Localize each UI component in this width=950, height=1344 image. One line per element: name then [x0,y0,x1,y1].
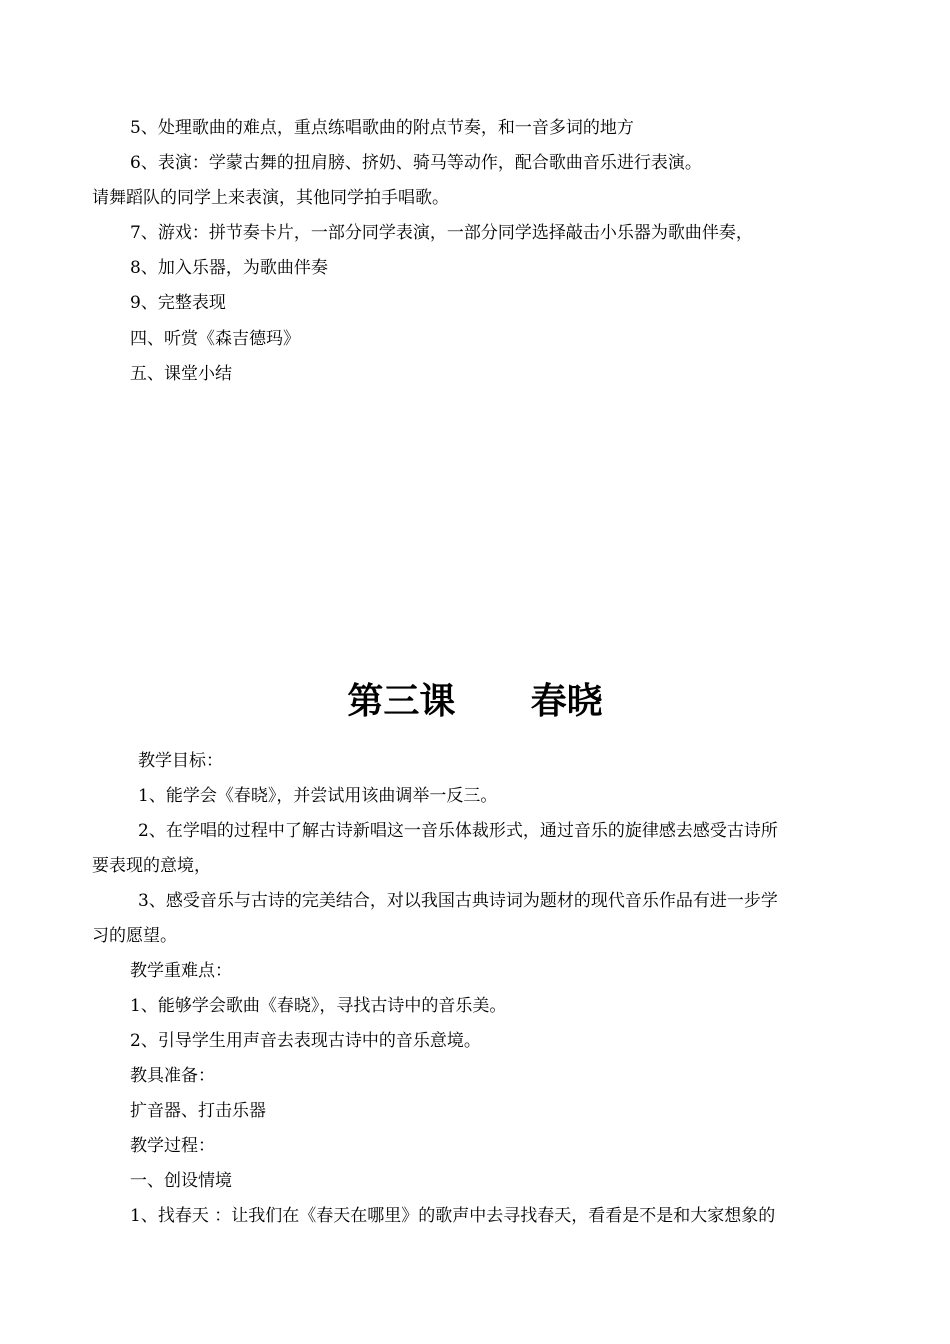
tools-heading: 教具准备： [130,1066,215,1086]
goal-2-line-2: 要表现的意境， [92,856,211,876]
key-point-1: 1、能够学会歌曲《春晓》，寻找古诗中的音乐美。 [130,996,507,1016]
step-1-item-1: 1、找春天 ：让我们在《春天在哪里》的歌声中去寻找春天，看看是不是和大家想象的 [130,1206,776,1226]
section-five-heading: 五、课堂小结 [130,364,232,384]
tools-list: 扩音器、打击乐器 [130,1101,266,1121]
process-item-6: 6、表演：学蒙古舞的扭肩膀、挤奶、骑马等动作，配合歌曲音乐进行表演。 [130,153,702,173]
key-points-heading: 教学重难点： [130,961,232,981]
goal-3-line-1: 3、感受音乐与古诗的完美结合，对以我国古典诗词为题材的现代音乐作品有进一步学 [138,891,778,911]
step-1-heading: 一、创设情境 [130,1171,232,1191]
goals-heading: 教学目标： [138,751,223,771]
goal-3-line-2: 习的愿望。 [92,926,177,946]
process-item-8: 8、加入乐器，为歌曲伴奏 [130,258,328,278]
section-four-heading: 四、听赏《森吉德玛》 [130,329,300,349]
goal-2-line-1: 2、在学唱的过程中了解古诗新唱这一音乐体裁形式，通过音乐的旋律感去感受古诗所 [138,821,778,841]
process-item-7: 7、游戏：拼节奏卡片，一部分同学表演，一部分同学选择敲击小乐器为歌曲伴奏， [130,223,753,243]
key-point-2: 2、引导学生用声音去表现古诗中的音乐意境。 [130,1031,481,1051]
goal-1: 1、能学会《春晓》，并尝试用该曲调举一反三。 [138,786,498,806]
lesson-title: 第三课 春晓 [347,681,603,722]
process-item-9: 9、完整表现 [130,293,226,313]
process-heading: 教学过程： [130,1136,215,1156]
process-item-6-continued: 请舞蹈队的同学上来表演，其他同学拍手唱歌。 [92,188,449,208]
process-item-5: 5、处理歌曲的难点，重点练唱歌曲的附点节奏，和一音多词的地方 [130,118,634,138]
